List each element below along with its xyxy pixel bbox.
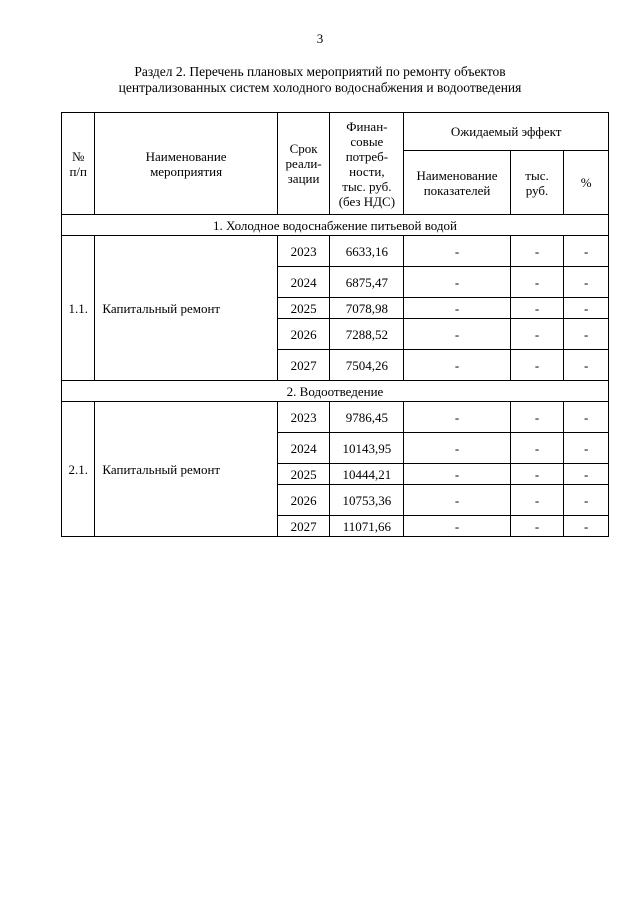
rub-cell: -: [510, 350, 564, 381]
indicator-cell: -: [404, 350, 510, 381]
percent-cell: -: [564, 267, 609, 298]
percent-cell: -: [564, 516, 609, 537]
year-cell: 2026: [277, 485, 330, 516]
indicator-cell: -: [404, 402, 510, 433]
percent-cell: -: [564, 485, 609, 516]
year-cell: 2024: [277, 433, 330, 464]
rub-cell: -: [510, 464, 564, 485]
item-name: Капитальный ремонт: [95, 402, 277, 537]
year-cell: 2027: [277, 350, 330, 381]
percent-cell: -: [564, 464, 609, 485]
header-rub: тыс. руб.: [510, 151, 564, 215]
indicator-cell: -: [404, 433, 510, 464]
rub-cell: -: [510, 298, 564, 319]
percent-cell: -: [564, 433, 609, 464]
header-finance: Финан- совые потреб- ности, тыс. руб. (без НДС): [330, 113, 404, 215]
amount-cell: 10143,95: [330, 433, 404, 464]
percent-cell: -: [564, 236, 609, 267]
section-row: [62, 215, 609, 236]
percent-cell: -: [564, 402, 609, 433]
section-label: 2. Водоотведение: [62, 381, 609, 402]
header-indicator: Наименование показателей: [404, 151, 510, 215]
header-name: Наименование мероприятия: [95, 113, 277, 215]
indicator-cell: -: [404, 319, 510, 350]
year-cell: 2023: [277, 236, 330, 267]
section-row: [62, 381, 609, 402]
amount-cell: 7078,98: [330, 298, 404, 319]
amount-cell: 6875,47: [330, 267, 404, 298]
rub-cell: -: [510, 433, 564, 464]
table-row: [62, 236, 609, 267]
year-cell: 2025: [277, 298, 330, 319]
rub-cell: -: [510, 319, 564, 350]
section-title: [60, 64, 580, 96]
table-body: [62, 215, 609, 537]
header-term: Срок реали- зации: [277, 113, 330, 215]
rub-cell: -: [510, 485, 564, 516]
year-cell: 2024: [277, 267, 330, 298]
rub-cell: -: [510, 236, 564, 267]
percent-cell: -: [564, 319, 609, 350]
amount-cell: 11071,66: [330, 516, 404, 537]
header-percent: %: [564, 151, 609, 215]
percent-cell: -: [564, 298, 609, 319]
title-line: централизованных систем холодного водоснабжения и водоотведения: [118, 80, 522, 95]
indicator-cell: -: [404, 267, 510, 298]
item-number: 1.1.: [62, 236, 95, 381]
indicator-cell: -: [404, 464, 510, 485]
page-number: 3: [316, 31, 324, 46]
year-cell: 2027: [277, 516, 330, 537]
amount-cell: 7504,26: [330, 350, 404, 381]
table-header: [62, 113, 609, 215]
rub-cell: -: [510, 402, 564, 433]
rub-cell: -: [510, 516, 564, 537]
amount-cell: 10753,36: [330, 485, 404, 516]
amount-cell: 6633,16: [330, 236, 404, 267]
section-label: 1. Холодное водоснабжение питьевой водой: [62, 215, 609, 236]
amount-cell: 9786,45: [330, 402, 404, 433]
header-expected-effect: Ожидаемый эффект: [404, 113, 609, 151]
indicator-cell: -: [404, 485, 510, 516]
year-cell: 2026: [277, 319, 330, 350]
amount-cell: 7288,52: [330, 319, 404, 350]
table-row: [62, 402, 609, 433]
indicator-cell: -: [404, 236, 510, 267]
header-number: № п/п: [62, 113, 95, 215]
measures-table: [61, 112, 609, 537]
percent-cell: -: [564, 350, 609, 381]
indicator-cell: -: [404, 298, 510, 319]
indicator-cell: -: [404, 516, 510, 537]
year-cell: 2023: [277, 402, 330, 433]
rub-cell: -: [510, 267, 564, 298]
title-line: Раздел 2. Перечень плановых мероприятий по ремонту объектов: [134, 64, 506, 79]
item-name: Капитальный ремонт: [95, 236, 277, 381]
year-cell: 2025: [277, 464, 330, 485]
item-number: 2.1.: [62, 402, 95, 537]
amount-cell: 10444,21: [330, 464, 404, 485]
